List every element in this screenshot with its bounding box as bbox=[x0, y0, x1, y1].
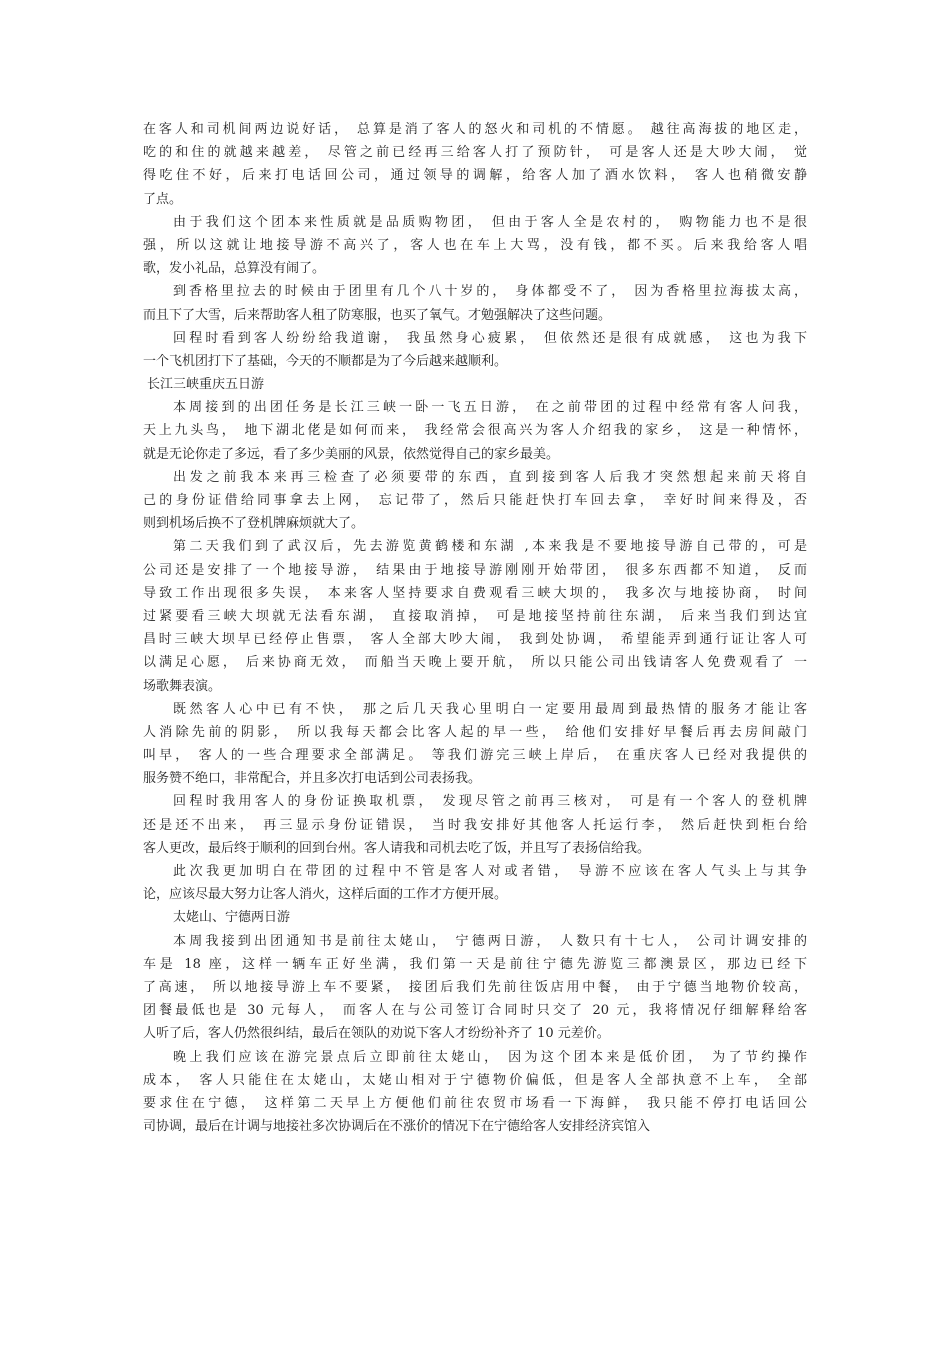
text-line: 此次我更加明白在带团的过程中不管是客人对或者错， 导游不应该在客人气头上与其争 bbox=[173, 864, 807, 879]
text-line: 出发之前我本来再三检查了必须要带的东西，直到接到客人后我才突然想起来前天将自 bbox=[173, 469, 807, 485]
text-line: 则到机场后换不了登机牌麻烦就大了。 bbox=[143, 516, 365, 532]
text-line: 在客人和司机间两边说好话， 总算是消了客人的怒火和司机的不情愿。 越往高海拔的地区走， bbox=[143, 122, 807, 137]
section-heading: 太姥山、宁德两日游 bbox=[173, 910, 291, 926]
section-heading: 长江三峡重庆五日游 bbox=[147, 377, 265, 393]
text-line: 客人更改，最后终于顺利的回到台州。客人请我和司机去吃了饭，并且写了表扬信给我。 bbox=[143, 840, 651, 856]
text-line: 晚上我们应该在游完景点后立即前往太姥山， 因为这个团本来是低价团， 为了节约操作 bbox=[173, 1049, 807, 1065]
text-line: 论，应该尽最大努力让客人消火，这样后面的工作才方便开展。 bbox=[143, 887, 508, 903]
text-line: 回程时看到客人纷纷给我道谢， 我虽然身心疲累， 但依然还是很有成就感， 这也为我下 bbox=[173, 330, 807, 346]
text-line: 团餐最低也是 30 元每人， 而客人在与公司签订合同时只交了 20 元，我将情况仔细解释给客 bbox=[143, 1003, 807, 1019]
text-line: 本周我接到出团通知书是前往太姥山， 宁德两日游， 人数只有十七人， 公司计调安排的 bbox=[173, 933, 807, 949]
text-line: 第二天我们到了武汉后，先去游览黄鹤楼和东湖 ,本来我是不要地接导游自己带的，可是 bbox=[173, 539, 807, 555]
text-line: 天上九头鸟， 地下湖北佬是如何而来， 我经常会很高兴为客人介绍我的家乡， 这是一种情怀， bbox=[143, 423, 807, 439]
text-line: 得吃住不好，后来打电话回公司，通过领导的调解，给客人加了酒水饮料， 客人也稍微安静 bbox=[143, 168, 807, 184]
text-line: 了高速， 所以地接导游上车不要紧， 接团后我们先前往饭店用中餐， 由于宁德当地物价较高， bbox=[143, 979, 807, 995]
text-line: 而且下了大雪，后来帮助客人租了防寒服，也买了氧气。才勉强解决了这些问题。 bbox=[143, 307, 612, 323]
text-line: 公司还是安排了一个地接导游， 结果由于地接导游刚刚开始带团， 很多东西都不知道， 反而 bbox=[143, 562, 807, 578]
text-line: 场歌舞表演。 bbox=[143, 678, 222, 694]
text-line: 司协调，最后在计调与地接社多次协调后在不涨价的情况下在宁德给客人安排经济宾馆入 bbox=[143, 1119, 651, 1135]
document-page bbox=[143, 118, 807, 1138]
text-line: 了点。 bbox=[143, 191, 183, 207]
text-line: 成本， 客人只能住在太姥山，太姥山相对于宁德物价偏低，但是客人全部执意不上车， 全部 bbox=[143, 1072, 807, 1088]
text-line: 还是还不出来， 再三显示身份证错误， 当时我安排好其他客人托运行李， 然后赶快到柜台给 bbox=[143, 817, 807, 833]
text-line: 己的身份证借给同事拿去上网， 忘记带了，然后只能赶快打车回去拿， 幸好时间来得及，否 bbox=[143, 493, 807, 508]
text-line: 由于我们这个团本来性质就是品质购物团， 但由于客人全是农村的， 购物能力也不是很 bbox=[173, 214, 807, 230]
text-line: 以满足心愿， 后来协商无效， 而船当天晚上要开航， 所以只能公司出钱请客人免费观看了 一 bbox=[143, 655, 807, 671]
text-line: 吃的和住的就越来越差， 尽管之前已经再三给客人打了预防针， 可是客人还是大吵大闹， 觉 bbox=[143, 145, 807, 161]
text-line: 昌时三峡大坝早已经停止售票， 客人全部大吵大闹， 我到处协调， 希望能弄到通行证让客人可 bbox=[143, 632, 807, 648]
text-line: 一个飞机团打下了基础，今天的不顺都是为了今后越来越顺利。 bbox=[143, 353, 508, 369]
text-line: 到香格里拉去的时候由于团里有几个八十岁的， 身体都受不了， 因为香格里拉海拔太高， bbox=[173, 284, 807, 300]
text-line: 强，所以这就让地接导游不高兴了，客人也在车上大骂，没有钱，都不买。后来我给客人唱 bbox=[143, 237, 807, 253]
text-line: 就是无论你走了多远，看了多少美丽的风景，依然觉得自己的家乡最美。 bbox=[143, 446, 560, 462]
text-line: 叫早， 客人的一些合理要求全部满足。 等我们游完三峡上岸后， 在重庆客人已经对我提供的 bbox=[143, 748, 807, 764]
text-line: 回程时我用客人的身份证换取机票， 发现尽管之前再三核对， 可是有一个客人的登机牌 bbox=[173, 794, 807, 810]
text-line: 车是 18 座，这样一辆车正好坐满，我们第一天是前往宁德先游览三都澳景区，那边已经下 bbox=[143, 956, 807, 972]
text-line: 导致工作出现很多失误， 本来客人坚持要求自费观看三峡大坝的， 我多次与地接协商， 时间 bbox=[143, 585, 807, 601]
text-line: 歌，发小礼品，总算没有闹了。 bbox=[143, 261, 326, 277]
text-line: 既然客人心中已有不快， 那之后几天我心里明白一定要用最周到最热情的服务才能让客 bbox=[173, 701, 807, 717]
text-line: 人听了后，客人仍然很纠结，最后在领队的劝说下客人才纷纷补齐了 10 元差价。 bbox=[143, 1026, 610, 1042]
text-line: 要求住在宁德， 这样第二天早上方便他们前往农贸市场看一下海鲜， 我只能不停打电话回公 bbox=[143, 1095, 807, 1111]
text-line: 本周接到的出团任务是长江三峡一卧一飞五日游， 在之前带团的过程中经常有客人问我， bbox=[173, 400, 807, 416]
text-line: 服务赞不绝口，非常配合，并且多次打电话到公司表扬我。 bbox=[143, 771, 482, 787]
text-line: 人消除先前的阴影， 所以我每天都会比客人起的早一些， 给他们安排好早餐后再去房间敲门 bbox=[143, 724, 807, 740]
text-line: 过紧要看三峡大坝就无法看东湖， 直接取消掉， 可是地接坚持前往东湖， 后来当我们到达宜 bbox=[143, 608, 807, 624]
